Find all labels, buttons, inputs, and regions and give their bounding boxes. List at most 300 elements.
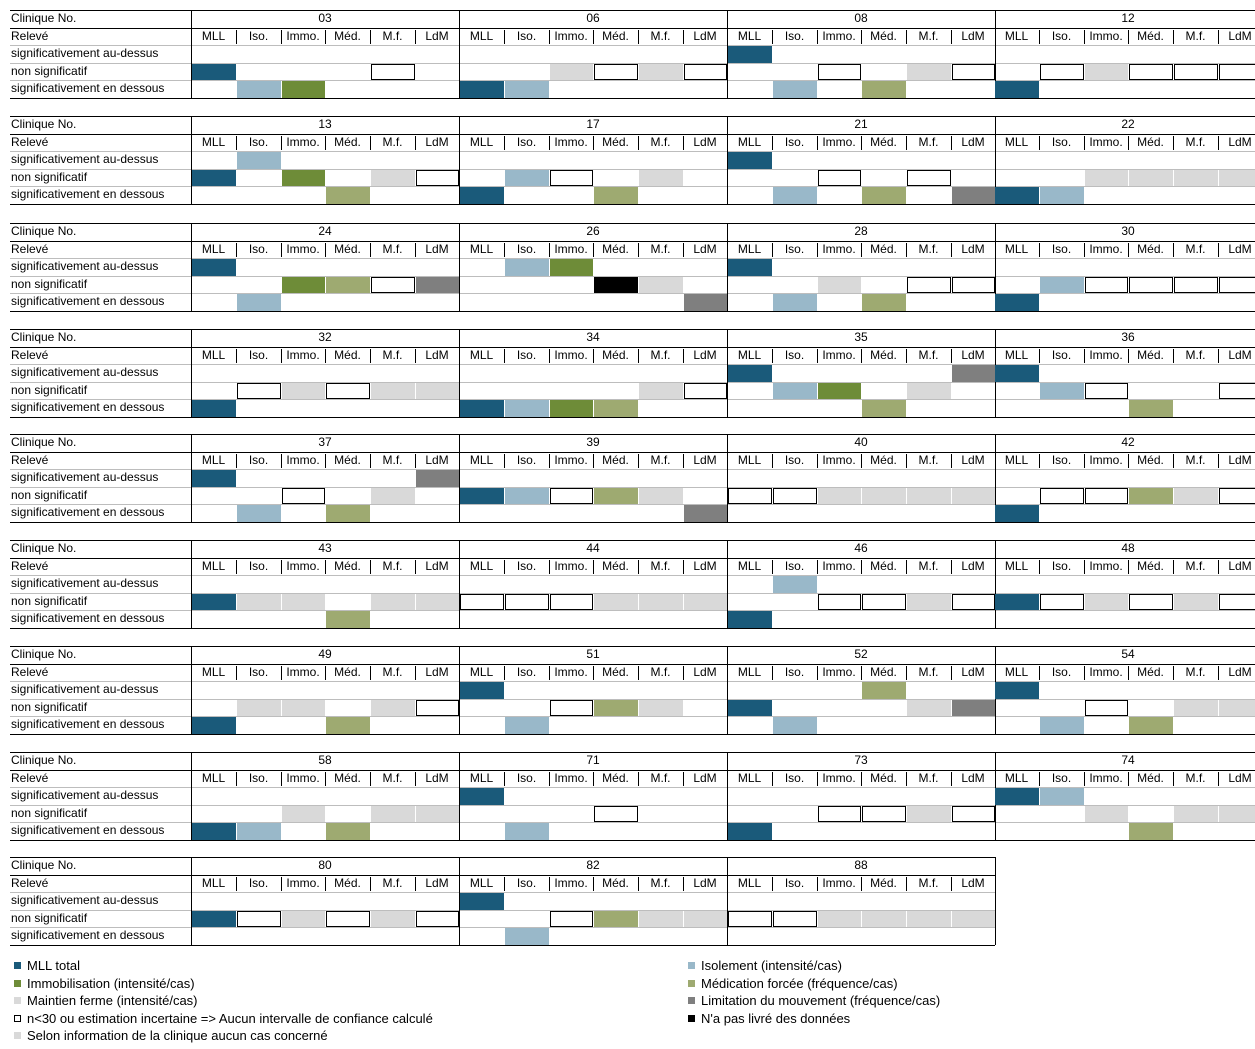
category-divider bbox=[325, 772, 326, 787]
result-cell bbox=[639, 700, 683, 717]
result-cell bbox=[416, 594, 459, 611]
category-divider bbox=[683, 243, 684, 258]
result-cell bbox=[862, 294, 906, 311]
category-divider bbox=[415, 30, 416, 45]
result-cell bbox=[192, 259, 236, 276]
clinic-label: Clinique No. bbox=[11, 858, 77, 872]
result-cell bbox=[237, 294, 281, 311]
result-cell bbox=[460, 682, 504, 699]
row-label-non-significant: non significatif bbox=[11, 487, 88, 502]
result-cell bbox=[728, 823, 772, 840]
result-cell bbox=[773, 294, 817, 311]
result-cell bbox=[773, 81, 817, 98]
result-cell bbox=[505, 400, 549, 417]
result-cell bbox=[282, 806, 325, 823]
category-header: Iso. bbox=[248, 664, 269, 679]
result-cell bbox=[1129, 717, 1173, 734]
category-divider bbox=[325, 243, 326, 258]
result-cell bbox=[1085, 488, 1128, 505]
result-cell bbox=[237, 81, 281, 98]
legend-item bbox=[14, 975, 195, 992]
category-header: MLL bbox=[201, 664, 226, 679]
category-divider bbox=[281, 560, 282, 575]
category-divider bbox=[1084, 560, 1085, 575]
clinic-label: Clinique No. bbox=[11, 435, 77, 449]
category-divider bbox=[772, 349, 773, 364]
result-cell bbox=[192, 911, 236, 928]
category-header: M.f. bbox=[918, 347, 939, 362]
category-header: MLL bbox=[1004, 347, 1029, 362]
category-divider bbox=[638, 243, 639, 258]
category-header: Méd. bbox=[1137, 347, 1164, 362]
category-header: Méd. bbox=[334, 558, 361, 573]
category-divider bbox=[906, 772, 907, 787]
result-cell bbox=[818, 277, 861, 294]
category-divider bbox=[1039, 560, 1040, 575]
category-header: Méd. bbox=[870, 134, 897, 149]
category-divider bbox=[1128, 136, 1129, 151]
category-header: M.f. bbox=[650, 770, 671, 785]
legend-item bbox=[688, 957, 842, 974]
result-cell bbox=[282, 277, 325, 294]
category-header: M.f. bbox=[382, 452, 403, 467]
result-cell bbox=[594, 594, 638, 611]
row-line bbox=[10, 734, 1255, 735]
category-header: M.f. bbox=[918, 28, 939, 43]
row-label-above: significativement au-dessus bbox=[11, 893, 159, 907]
result-cell bbox=[416, 806, 459, 823]
category-divider bbox=[325, 349, 326, 364]
clinic-block bbox=[10, 434, 1255, 524]
result-cell bbox=[1174, 488, 1218, 505]
category-header: LdM bbox=[1228, 28, 1252, 43]
result-cell bbox=[326, 823, 370, 840]
result-cell bbox=[505, 823, 549, 840]
result-cell bbox=[1129, 594, 1173, 611]
category-header: LdM bbox=[1228, 134, 1252, 149]
result-cell bbox=[505, 488, 549, 505]
category-divider bbox=[1218, 349, 1219, 364]
category-header: MLL bbox=[1004, 558, 1029, 573]
category-header: Méd. bbox=[602, 241, 629, 256]
category-header: Immo. bbox=[1089, 452, 1123, 467]
result-cell bbox=[684, 383, 727, 400]
category-divider bbox=[236, 454, 237, 469]
result-cell bbox=[550, 594, 593, 611]
category-header: MLL bbox=[469, 241, 494, 256]
category-divider bbox=[1218, 560, 1219, 575]
result-cell bbox=[550, 700, 593, 717]
category-divider bbox=[504, 877, 505, 892]
category-header: Immo. bbox=[554, 452, 588, 467]
category-header: Iso. bbox=[248, 134, 269, 149]
releve-label: Relevé bbox=[11, 664, 49, 679]
category-divider bbox=[1173, 560, 1174, 575]
category-header: LdM bbox=[693, 28, 717, 43]
category-header: LdM bbox=[425, 664, 449, 679]
legend-swatch bbox=[688, 1015, 695, 1022]
result-cell bbox=[192, 470, 236, 487]
legend-label: N'a pas livré des données bbox=[701, 1010, 851, 1026]
category-header: MLL bbox=[201, 875, 226, 890]
row-label-below: significativement en dessous bbox=[11, 717, 165, 731]
row-divider bbox=[10, 293, 1255, 294]
category-divider bbox=[1173, 454, 1174, 469]
category-divider bbox=[638, 877, 639, 892]
result-cell bbox=[505, 170, 549, 187]
category-header: Méd. bbox=[1137, 28, 1164, 43]
category-divider bbox=[906, 877, 907, 892]
category-header: MLL bbox=[737, 28, 762, 43]
category-header: Immo. bbox=[822, 664, 856, 679]
category-header: MLL bbox=[469, 770, 494, 785]
result-cell bbox=[952, 806, 995, 823]
category-header: Iso. bbox=[516, 134, 537, 149]
result-cell bbox=[550, 64, 593, 81]
result-cell bbox=[684, 594, 727, 611]
result-cell bbox=[952, 488, 995, 505]
result-cell bbox=[907, 64, 951, 81]
category-divider bbox=[593, 877, 594, 892]
category-divider bbox=[1039, 772, 1040, 787]
category-divider bbox=[1173, 349, 1174, 364]
result-cell bbox=[995, 187, 1039, 204]
category-header: MLL bbox=[469, 28, 494, 43]
result-cell bbox=[550, 259, 593, 276]
result-cell bbox=[995, 294, 1039, 311]
category-header: MLL bbox=[469, 558, 494, 573]
result-cell bbox=[326, 187, 370, 204]
category-divider bbox=[638, 772, 639, 787]
result-cell bbox=[728, 700, 772, 717]
row-divider bbox=[10, 681, 1255, 682]
category-divider bbox=[772, 772, 773, 787]
result-cell bbox=[862, 187, 906, 204]
row-label-above: significativement au-dessus bbox=[11, 576, 159, 590]
category-divider bbox=[1039, 136, 1040, 151]
category-header: Méd. bbox=[334, 452, 361, 467]
result-cell bbox=[818, 594, 861, 611]
category-header: Immo. bbox=[822, 452, 856, 467]
result-cell bbox=[995, 682, 1039, 699]
category-header: M.f. bbox=[382, 664, 403, 679]
result-cell bbox=[326, 611, 370, 628]
category-divider bbox=[683, 560, 684, 575]
legend-item bbox=[688, 992, 940, 1009]
category-header: Méd. bbox=[602, 664, 629, 679]
category-header: Iso. bbox=[1051, 558, 1072, 573]
category-divider bbox=[861, 243, 862, 258]
category-divider bbox=[1128, 30, 1129, 45]
row-label-below: significativement en dessous bbox=[11, 81, 165, 95]
releve-label: Relevé bbox=[11, 241, 49, 256]
row-divider bbox=[10, 364, 1255, 365]
category-header: M.f. bbox=[382, 134, 403, 149]
clinic-label: Clinique No. bbox=[11, 117, 77, 131]
category-header: Iso. bbox=[516, 28, 537, 43]
clinic-label: Clinique No. bbox=[11, 330, 77, 344]
clinic-number: 26 bbox=[586, 224, 600, 238]
category-header: Iso. bbox=[1051, 134, 1072, 149]
category-header: MLL bbox=[201, 452, 226, 467]
category-divider bbox=[415, 560, 416, 575]
category-divider bbox=[951, 30, 952, 45]
category-header: MLL bbox=[469, 452, 494, 467]
category-header: M.f. bbox=[1185, 347, 1206, 362]
result-cell bbox=[728, 488, 772, 505]
result-cell bbox=[1219, 806, 1255, 823]
category-divider bbox=[370, 666, 371, 681]
category-divider bbox=[638, 454, 639, 469]
result-cell bbox=[862, 911, 906, 928]
clinic-number: 08 bbox=[854, 11, 868, 25]
category-header: MLL bbox=[469, 664, 494, 679]
category-divider bbox=[817, 349, 818, 364]
releve-label: Relevé bbox=[11, 875, 49, 890]
result-cell bbox=[862, 400, 906, 417]
category-divider bbox=[772, 30, 773, 45]
category-divider bbox=[906, 349, 907, 364]
category-divider bbox=[861, 666, 862, 681]
category-header: Immo. bbox=[554, 347, 588, 362]
result-cell bbox=[192, 170, 236, 187]
category-divider bbox=[772, 877, 773, 892]
category-divider bbox=[549, 772, 550, 787]
result-cell bbox=[907, 383, 951, 400]
legend-swatch bbox=[14, 1015, 21, 1022]
row-label-non-significant: non significatif bbox=[11, 276, 88, 291]
result-cell bbox=[1174, 700, 1218, 717]
category-header: MLL bbox=[1004, 664, 1029, 679]
category-divider bbox=[593, 30, 594, 45]
category-header: Immo. bbox=[554, 770, 588, 785]
result-cell bbox=[773, 488, 817, 505]
result-cell bbox=[594, 488, 638, 505]
category-header: Méd. bbox=[870, 770, 897, 785]
category-divider bbox=[817, 666, 818, 681]
legend-label: Selon information de la clinique aucun cas concerné bbox=[27, 1028, 328, 1044]
category-header: Méd. bbox=[870, 664, 897, 679]
category-header: Immo. bbox=[1089, 558, 1123, 573]
category-divider bbox=[1039, 666, 1040, 681]
result-cell bbox=[952, 365, 995, 382]
result-cell bbox=[282, 594, 325, 611]
result-cell bbox=[1219, 64, 1255, 81]
category-divider bbox=[1218, 666, 1219, 681]
category-divider bbox=[1173, 136, 1174, 151]
releve-label: Relevé bbox=[11, 558, 49, 573]
category-header: Méd. bbox=[602, 875, 629, 890]
category-divider bbox=[817, 136, 818, 151]
category-divider bbox=[236, 243, 237, 258]
category-divider bbox=[1084, 30, 1085, 45]
category-divider bbox=[906, 666, 907, 681]
result-cell bbox=[416, 700, 459, 717]
category-header: LdM bbox=[1228, 347, 1252, 362]
category-header: MLL bbox=[201, 770, 226, 785]
result-cell bbox=[1085, 277, 1128, 294]
category-header: Méd. bbox=[870, 241, 897, 256]
result-cell bbox=[550, 911, 593, 928]
legend-swatch bbox=[688, 962, 695, 969]
category-header: MLL bbox=[1004, 452, 1029, 467]
category-divider bbox=[236, 877, 237, 892]
result-cell bbox=[371, 277, 415, 294]
result-cell bbox=[818, 383, 861, 400]
result-cell bbox=[505, 594, 549, 611]
clinic-number: 58 bbox=[318, 753, 332, 767]
category-divider bbox=[504, 30, 505, 45]
clinic-block bbox=[10, 116, 1255, 206]
category-header: LdM bbox=[961, 875, 985, 890]
legend-item bbox=[14, 992, 198, 1009]
category-header: Immo. bbox=[554, 134, 588, 149]
category-header: Iso. bbox=[516, 875, 537, 890]
result-cell bbox=[818, 806, 861, 823]
category-divider bbox=[951, 349, 952, 364]
category-header: Iso. bbox=[784, 558, 805, 573]
result-cell bbox=[282, 81, 325, 98]
clinic-number: 44 bbox=[586, 541, 600, 555]
category-divider bbox=[281, 136, 282, 151]
category-divider bbox=[772, 666, 773, 681]
result-cell bbox=[1085, 594, 1128, 611]
releve-label: Relevé bbox=[11, 134, 49, 149]
category-divider bbox=[504, 772, 505, 787]
result-cell bbox=[282, 170, 325, 187]
category-header: LdM bbox=[693, 347, 717, 362]
category-divider bbox=[683, 666, 684, 681]
category-header: Immo. bbox=[554, 875, 588, 890]
category-divider bbox=[817, 560, 818, 575]
category-header: Méd. bbox=[602, 770, 629, 785]
category-divider bbox=[1039, 243, 1040, 258]
result-cell bbox=[1040, 187, 1084, 204]
category-header: Immo. bbox=[554, 664, 588, 679]
row-line bbox=[10, 417, 1255, 418]
result-cell bbox=[594, 700, 638, 717]
category-divider bbox=[325, 30, 326, 45]
category-divider bbox=[281, 666, 282, 681]
category-divider bbox=[951, 666, 952, 681]
category-header: MLL bbox=[201, 347, 226, 362]
result-cell bbox=[282, 383, 325, 400]
category-header: Immo. bbox=[1089, 241, 1123, 256]
clinic-block bbox=[10, 329, 1255, 419]
category-divider bbox=[1039, 349, 1040, 364]
releve-label: Relevé bbox=[11, 28, 49, 43]
category-header: LdM bbox=[1228, 452, 1252, 467]
category-divider bbox=[1218, 30, 1219, 45]
result-cell bbox=[1085, 383, 1128, 400]
clinic-number: 40 bbox=[854, 435, 868, 449]
category-divider bbox=[549, 560, 550, 575]
result-cell bbox=[1129, 400, 1173, 417]
result-cell bbox=[416, 383, 459, 400]
category-divider bbox=[325, 666, 326, 681]
category-divider bbox=[1128, 243, 1129, 258]
category-divider bbox=[772, 560, 773, 575]
result-cell bbox=[862, 806, 906, 823]
result-cell bbox=[460, 81, 504, 98]
result-cell bbox=[371, 911, 415, 928]
result-cell bbox=[237, 505, 281, 522]
category-divider bbox=[861, 772, 862, 787]
result-cell bbox=[728, 259, 772, 276]
result-cell bbox=[460, 788, 504, 805]
category-header: LdM bbox=[961, 558, 985, 573]
category-divider bbox=[861, 454, 862, 469]
result-cell bbox=[818, 64, 861, 81]
result-cell bbox=[416, 470, 459, 487]
category-header: MLL bbox=[201, 134, 226, 149]
category-divider bbox=[549, 243, 550, 258]
category-divider bbox=[370, 454, 371, 469]
category-divider bbox=[1084, 666, 1085, 681]
category-header: Méd. bbox=[1137, 241, 1164, 256]
category-header: Méd. bbox=[1137, 770, 1164, 785]
category-header: Iso. bbox=[784, 28, 805, 43]
clinic-number: 51 bbox=[586, 647, 600, 661]
category-header: MLL bbox=[737, 347, 762, 362]
category-divider bbox=[1084, 454, 1085, 469]
category-divider bbox=[593, 666, 594, 681]
clinic-number: 46 bbox=[854, 541, 868, 555]
row-line bbox=[10, 204, 1255, 205]
result-cell bbox=[326, 505, 370, 522]
category-header: Méd. bbox=[334, 134, 361, 149]
result-cell bbox=[594, 400, 638, 417]
category-divider bbox=[951, 243, 952, 258]
result-cell bbox=[1040, 594, 1084, 611]
result-cell bbox=[594, 187, 638, 204]
legend-label: Maintien ferme (intensité/cas) bbox=[27, 993, 198, 1009]
result-cell bbox=[1085, 806, 1128, 823]
clinic-number: 42 bbox=[1121, 435, 1135, 449]
result-cell bbox=[907, 806, 951, 823]
row-label-above: significativement au-dessus bbox=[11, 682, 159, 696]
legend-label: n<30 ou estimation incertaine => Aucun intervalle de confiance calculé bbox=[27, 1010, 433, 1026]
result-cell bbox=[1040, 788, 1084, 805]
category-divider bbox=[281, 349, 282, 364]
category-header: Iso. bbox=[784, 347, 805, 362]
category-divider bbox=[370, 136, 371, 151]
releve-label: Relevé bbox=[11, 452, 49, 467]
category-divider bbox=[1084, 349, 1085, 364]
category-header: MLL bbox=[737, 558, 762, 573]
category-divider bbox=[861, 349, 862, 364]
category-header: MLL bbox=[1004, 241, 1029, 256]
category-header: Méd. bbox=[870, 875, 897, 890]
result-cell bbox=[728, 911, 772, 928]
result-cell bbox=[192, 64, 236, 81]
row-label-non-significant: non significatif bbox=[11, 699, 88, 714]
category-divider bbox=[415, 349, 416, 364]
row-line bbox=[10, 945, 995, 946]
category-divider bbox=[817, 243, 818, 258]
clinic-number: 80 bbox=[318, 858, 332, 872]
result-cell bbox=[684, 505, 727, 522]
clinic-number: 03 bbox=[318, 11, 332, 25]
result-cell bbox=[773, 383, 817, 400]
clinic-label: Clinique No. bbox=[11, 647, 77, 661]
row-label-non-significant: non significatif bbox=[11, 805, 88, 820]
category-header: M.f. bbox=[382, 770, 403, 785]
row-label-below: significativement en dessous bbox=[11, 611, 165, 625]
clinic-block bbox=[10, 10, 1255, 100]
category-divider bbox=[593, 349, 594, 364]
category-divider bbox=[504, 560, 505, 575]
